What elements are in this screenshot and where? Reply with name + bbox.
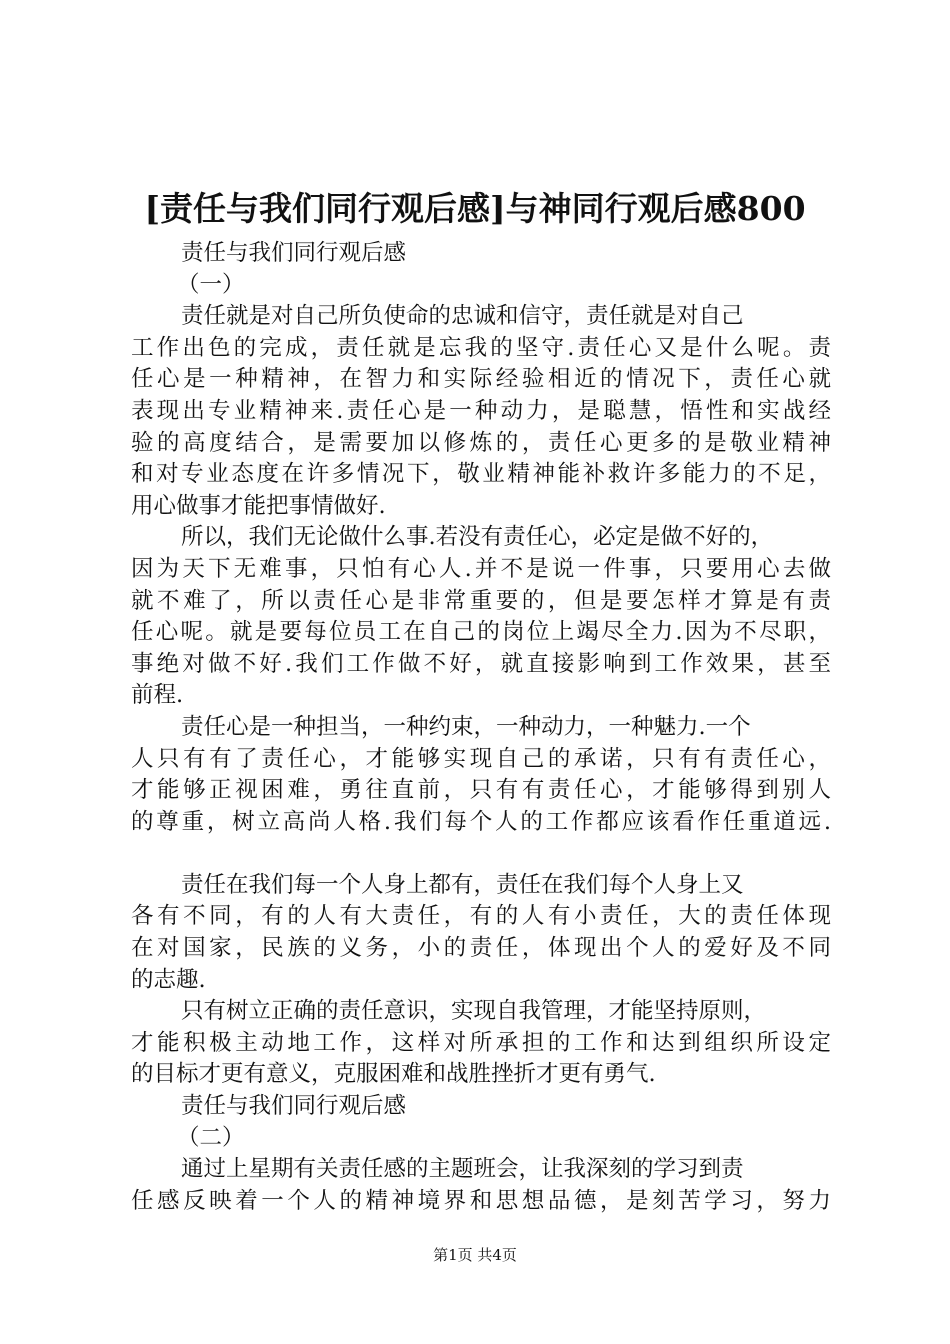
paragraph-line: 在对国家，民族的义务，小的责任，体现出个人的爱好及不同 <box>131 935 831 962</box>
paragraph-line: 的尊重，树立高尚人格.我们每个人的工作都应该看作任重道远. <box>131 808 831 835</box>
paragraph-line: 任心是一种精神，在智力和实际经验相近的情况下，责任心就 <box>131 366 831 393</box>
paragraph-line: 人只有有了责任心，才能够实现自己的承诺，只有有责任心， <box>131 745 831 772</box>
blank-line <box>131 838 831 870</box>
section-heading: 责任与我们同行观后感 <box>181 240 407 266</box>
paragraph-line: 各有不同，有的人有大责任，有的人有小责任，大的责任体现 <box>131 903 831 930</box>
section-number: （二） <box>177 1124 245 1151</box>
paragraph-line: 前程. <box>131 682 184 709</box>
paragraph-line: 任心呢。就是要每位员工在自己的岗位上竭尽全力.因为不尽职， <box>131 619 831 646</box>
document-title: [责任与我们同行观后感]与神同行观后感800 <box>144 189 806 228</box>
paragraph-line: 只有树立正确的责任意识，实现自我管理，才能坚持原则， <box>181 998 767 1025</box>
paragraph-line: 通过上星期有关责任感的主题班会，让我深刻的学习到责 <box>181 1156 744 1183</box>
document-body <box>131 238 831 1217</box>
paragraph-line: 就不难了，所以责任心是非常重要的，但是要怎样才算是有责 <box>131 587 831 614</box>
paragraph-line: 的目标才更有意义，克服困难和战胜挫折才更有勇气. <box>131 1061 656 1088</box>
paragraph-line: 和对专业态度在许多情况下，敬业精神能补救许多能力的不足， <box>131 461 831 488</box>
paragraph-line: 验的高度结合，是需要加以修炼的，责任心更多的是敬业精神 <box>131 429 831 456</box>
paragraph-line: 的志趣. <box>131 966 206 993</box>
paragraph-line: 表现出专业精神来.责任心是一种动力，是聪慧，悟性和实战经 <box>131 397 831 424</box>
paragraph-line: 才能够正视困难，勇往直前，只有有责任心，才能够得到别人 <box>131 777 831 804</box>
paragraph-line: 才能积极主动地工作，这样对所承担的工作和达到组织所设定 <box>131 1029 831 1056</box>
paragraph-line: 事绝对做不好.我们工作做不好，就直接影响到工作效果，甚至 <box>131 650 831 677</box>
paragraph-line: 任感反映着一个人的精神境界和思想品德，是刻苦学习，努力 <box>131 1187 831 1214</box>
paragraph-line: 责任在我们每一个人身上都有，责任在我们每个人身上又 <box>181 871 744 898</box>
paragraph-line: 工作出色的完成，责任就是忘我的坚守.责任心又是什么呢。责 <box>131 334 831 361</box>
paragraph-line: 责任心是一种担当，一种约束，一种动力，一种魅力.一个 <box>181 713 751 740</box>
page-footer: 第1页 共4页 <box>433 1246 517 1264</box>
section-number: （一） <box>177 271 245 298</box>
paragraph-line: 用心做事才能把事情做好. <box>131 492 386 519</box>
paragraph-line: 责任就是对自己所负使命的忠诚和信守，责任就是对自己 <box>181 303 744 330</box>
section-heading: 责任与我们同行观后感 <box>181 1093 407 1120</box>
paragraph-line: 因为天下无难事，只怕有心人.并不是说一件事，只要用心去做 <box>131 555 831 582</box>
paragraph-line: 所以，我们无论做什么事.若没有责任心，必定是做不好的， <box>181 524 774 551</box>
